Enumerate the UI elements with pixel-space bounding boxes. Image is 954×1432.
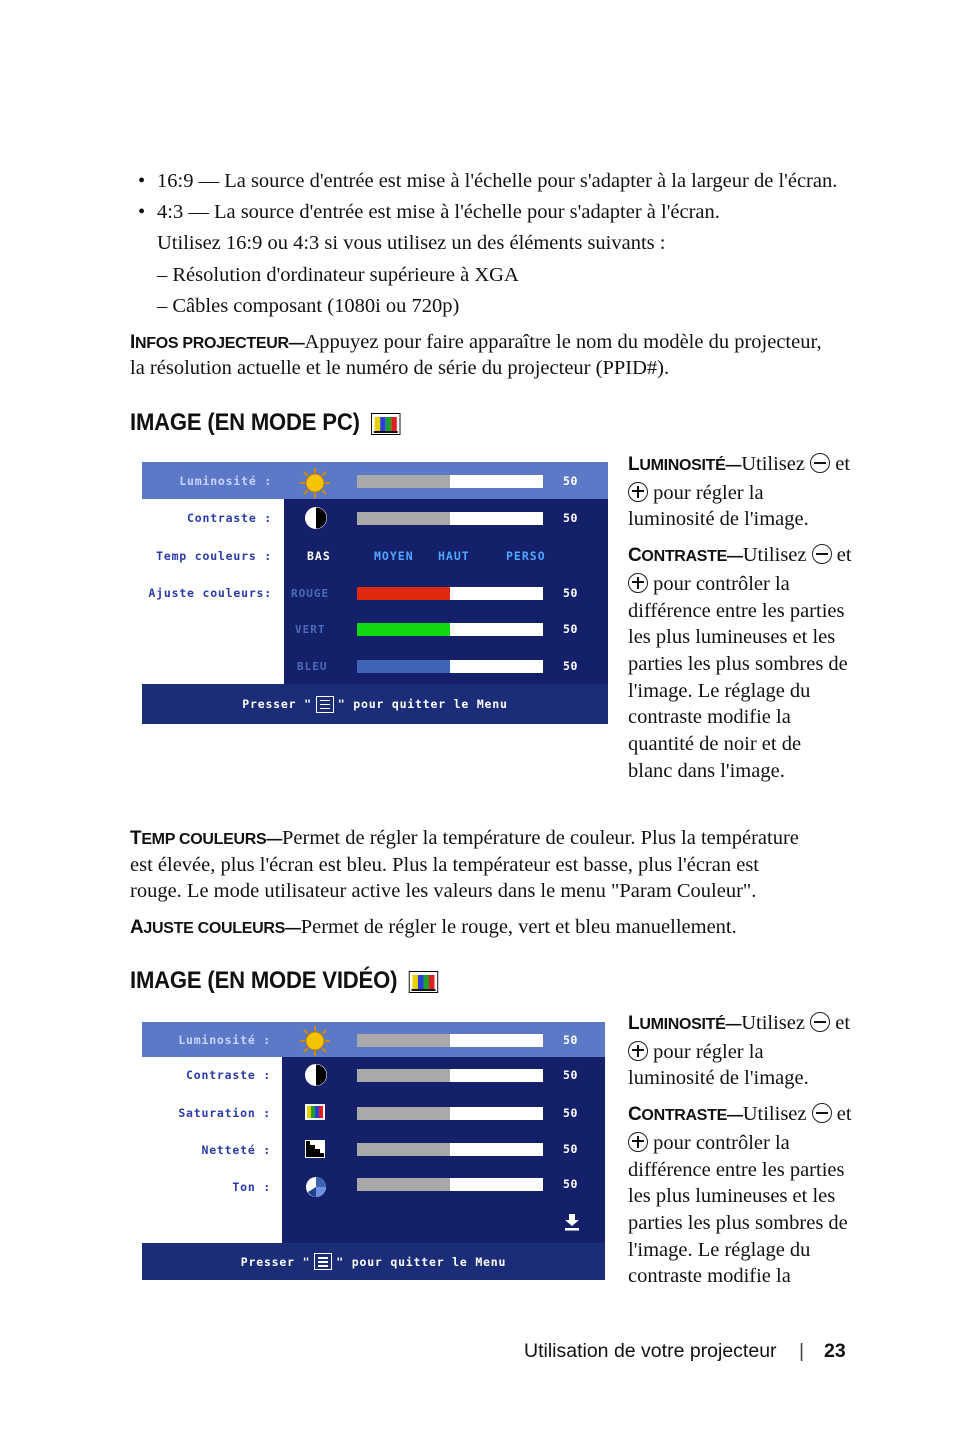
temp-option-moyen[interactable]: MOYEN: [374, 549, 414, 563]
plus-icon: [628, 1132, 648, 1152]
temp-couleurs-paragraph: TEMP COULEURS—Permet de régler la température de couleur. Plus la température: [130, 827, 799, 849]
ton-slider-fill: [357, 1178, 450, 1191]
usage-note: Utilisez 16:9 ou 4:3 si vous utilisez un des éléments suivants :: [157, 232, 666, 254]
luminosite-value: 50: [563, 1033, 579, 1047]
bullet-dot: •: [138, 201, 146, 223]
plus-icon: [628, 1041, 648, 1061]
footer-separator: |: [799, 1340, 805, 1362]
osd-label-luminosite[interactable]: Luminosité :: [178, 1033, 271, 1047]
luminosite-slider-fill: [357, 475, 450, 488]
minus-icon: [810, 453, 830, 473]
heading-image-pc-text: IMAGE (EN MODE PC): [130, 409, 360, 436]
osd-footer: Presser " " pour quitter le Menu: [142, 1243, 605, 1280]
bullet-16-9: 16:9 — La source d'entrée est mise à l'échelle pour s'adapter à la largeur de l'écran.: [157, 170, 838, 192]
temp-line3: rouge. Le mode utilisateur active les valeurs dans le menu "Param Couleur".: [130, 880, 757, 902]
heading-image-video: [130, 967, 438, 995]
temp-option-haut[interactable]: HAUT: [438, 549, 470, 563]
contraste-line: blanc dans l'image.: [628, 759, 785, 782]
rouge-slider[interactable]: [357, 587, 543, 600]
osd-label-nettete[interactable]: Netteté :: [201, 1143, 271, 1157]
contraste-slider[interactable]: [357, 512, 543, 525]
luminosite-term: LUMINOSITÉ—: [628, 1013, 742, 1034]
dash-item-xga: – Résolution d'ordinateur supérieure à XGA: [157, 264, 519, 286]
dash-item-cables: – Câbles composant (1080i ou 720p): [157, 295, 460, 317]
minus-icon: [812, 544, 832, 564]
osd-menu-pc: [142, 462, 608, 724]
nettete-slider[interactable]: [357, 1143, 543, 1156]
luminosite-line3: luminosité de l'image.: [628, 508, 809, 531]
osd-label-contraste[interactable]: Contraste :: [187, 511, 272, 525]
saturation-slider[interactable]: [357, 1107, 543, 1120]
bullet-dot: •: [138, 170, 146, 192]
osd-footer: Presser " " pour quitter le Menu: [142, 684, 608, 724]
bleu-slider-fill: [357, 660, 450, 673]
plus-icon: [628, 573, 648, 593]
page-number: 23: [824, 1340, 846, 1362]
contraste-slider[interactable]: [357, 1069, 543, 1082]
scroll-down-arrow-icon[interactable]: [564, 1214, 580, 1231]
bleu-value: 50: [563, 659, 579, 673]
menu-button-icon: [316, 696, 334, 713]
heading-image-pc: [130, 409, 401, 437]
contraste-line: les plus lumineuses et les: [628, 1185, 836, 1208]
temp-line2: est élevée, plus l'écran est bleu. Plus la températeur est basse, plus l'écran est: [130, 854, 760, 876]
ton-slider[interactable]: [357, 1178, 543, 1191]
heading-image-video-text: IMAGE (EN MODE VIDÉO): [130, 967, 398, 994]
rouge-slider-fill: [357, 587, 450, 600]
pc-side-text: LUMINOSITÉ—Utilisez et pour régler la luminosité de l'image. CONTRASTE—Utilisez et pour contrôler la différence entre les parties les plus lumineuses et les parties les plus sombres de l'image. Le réglage du contraste modifie la quantité de noir et de blanc dans l'image.: [628, 451, 868, 784]
contraste-line: parties les plus sombres de: [628, 652, 848, 675]
contraste-line: contraste modifie la: [628, 706, 791, 729]
rouge-value: 50: [563, 586, 579, 600]
saturation-slider-fill: [357, 1107, 450, 1120]
plus-icon: [628, 482, 648, 502]
color-label-vert: VERT: [295, 623, 326, 636]
luminosite-line3: luminosité de l'image.: [628, 1067, 809, 1090]
sun-icon: [299, 467, 331, 499]
saturation-value: 50: [563, 1106, 579, 1120]
contraste-line: l'image. Le réglage du: [628, 679, 811, 702]
osd-label-luminosite[interactable]: Luminosité :: [179, 474, 272, 488]
contraste-line: l'image. Le réglage du: [628, 1238, 811, 1261]
temp-option-bas[interactable]: BAS: [307, 549, 331, 563]
temp-option-perso[interactable]: PERSO: [506, 549, 546, 563]
nettete-slider-fill: [357, 1143, 450, 1156]
bleu-slider[interactable]: [357, 660, 543, 673]
ajuste-couleurs-paragraph: AJUSTE COULEURS—Permet de régler le rouge, vert et bleu manuellement.: [130, 916, 737, 938]
nettete-value: 50: [563, 1142, 579, 1156]
color-bars-icon: [371, 413, 400, 435]
contraste-line: quantité de noir et de: [628, 733, 802, 756]
contraste-line: les plus lumineuses et les: [628, 626, 836, 649]
minus-icon: [810, 1012, 830, 1032]
luminosite-slider[interactable]: [357, 1034, 543, 1047]
osd-label-ton[interactable]: Ton :: [232, 1180, 271, 1194]
vert-value: 50: [563, 622, 579, 636]
bullet-4-3: 4:3 — La source d'entrée est mise à l'échelle pour s'adapter à l'écran.: [157, 201, 720, 223]
contraste-value: 50: [563, 511, 579, 525]
contraste-slider-fill: [357, 1069, 450, 1082]
infos-projecteur-term: INFOS PROJECTEUR—: [130, 332, 305, 353]
osd-label-ajuste-couleurs[interactable]: Ajuste couleurs:: [148, 586, 272, 600]
temp-couleurs-term: TEMP COULEURS—: [130, 828, 283, 849]
color-bars-icon: [409, 971, 438, 993]
infos-line2: la résolution actuelle et le numéro de série du projecteur (PPID#).: [130, 357, 670, 379]
minus-icon: [812, 1103, 832, 1123]
osd-label-temp-couleurs[interactable]: Temp couleurs :: [156, 549, 272, 563]
osd-label-contraste[interactable]: Contraste :: [186, 1068, 271, 1082]
vert-slider[interactable]: [357, 623, 543, 636]
contraste-term: CONTRASTE—: [628, 1104, 743, 1126]
color-label-bleu: BLEU: [297, 660, 328, 673]
vert-slider-fill: [357, 623, 450, 636]
sun-icon: [299, 1025, 331, 1057]
contraste-line: différence entre les parties: [628, 1158, 845, 1181]
luminosite-slider-fill: [357, 1034, 450, 1047]
menu-button-icon: [314, 1253, 332, 1270]
luminosite-term: LUMINOSITÉ—: [628, 454, 742, 475]
osd-menu-video: [142, 1022, 605, 1280]
color-label-rouge: ROUGE: [291, 587, 330, 600]
sharpness-icon: [305, 1140, 325, 1158]
infos-projecteur-paragraph: [130, 329, 822, 357]
infos-line1: Appuyez pour faire apparaître le nom du modèle du projecteur,: [304, 331, 822, 353]
saturation-icon: [305, 1104, 325, 1120]
contraste-line: contraste modifie la: [628, 1265, 791, 1288]
luminosite-utilisez: Utilisez: [741, 453, 805, 475]
contraste-slider-fill: [357, 512, 450, 525]
contraste-value: 50: [563, 1068, 579, 1082]
contrast-icon: [304, 1063, 328, 1087]
footer-title: Utilisation de votre projecteur: [524, 1340, 777, 1362]
video-side-text: LUMINOSITÉ—Utilisez et pour régler la luminosité de l'image. CONTRASTE—Utilisez et pour contrôler la différence entre les parties les plus lumineuses et les parties les plus sombres de l'image. Le réglage du contraste modifie la: [628, 1010, 868, 1290]
luminosite-slider[interactable]: [357, 475, 543, 488]
contraste-line: différence entre les parties: [628, 599, 845, 622]
osd-label-saturation[interactable]: Saturation :: [178, 1106, 271, 1120]
ajuste-couleurs-term: AJUSTE COULEURS—: [130, 917, 301, 938]
tint-icon: [304, 1175, 328, 1199]
contraste-line: parties les plus sombres de: [628, 1211, 848, 1234]
contraste-term: CONTRASTE—: [628, 545, 743, 567]
luminosite-value: 50: [563, 474, 579, 488]
ton-value: 50: [563, 1177, 579, 1191]
contrast-icon: [304, 506, 328, 530]
